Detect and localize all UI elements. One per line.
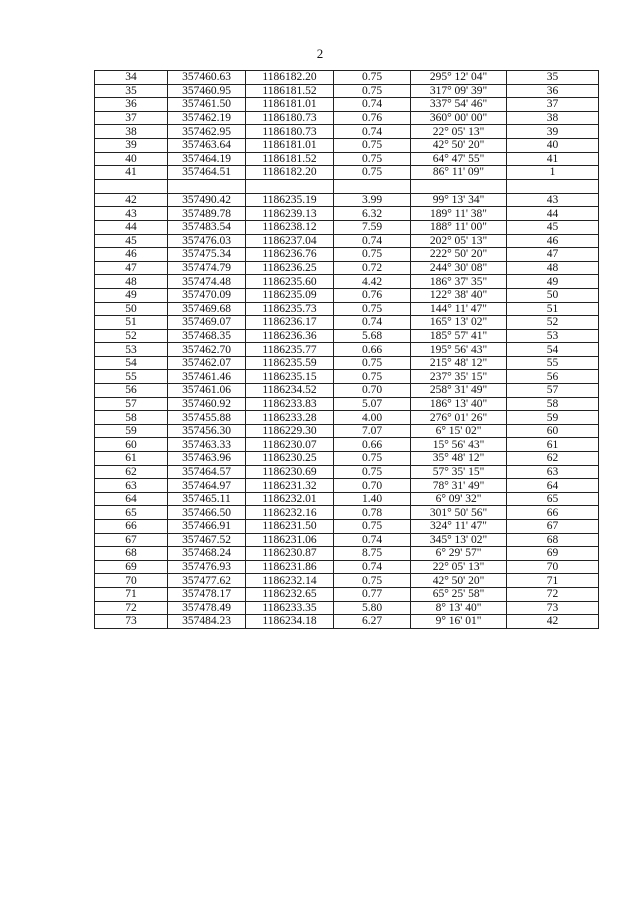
next-point-cell: 1: [507, 166, 599, 180]
table-row: [95, 615, 599, 629]
point-number-cell: 54: [95, 356, 168, 370]
table-row: [95, 329, 599, 343]
y-coordinate-cell: 1186233.83: [246, 397, 334, 411]
bearing-cell: 99° 13' 34": [411, 193, 507, 207]
bearing-cell: 6° 09' 32": [411, 492, 507, 506]
next-point-cell: 42: [507, 615, 599, 629]
bearing-cell: 22° 05' 13": [411, 125, 507, 139]
point-number-cell: 65: [95, 506, 168, 520]
next-point-cell: 37: [507, 98, 599, 112]
x-coordinate-cell: 357476.03: [168, 234, 246, 248]
bearing-cell: 122° 38' 40": [411, 288, 507, 302]
table-row: [95, 411, 599, 425]
table-row: [95, 560, 599, 574]
point-number-cell: 72: [95, 601, 168, 615]
distance-cell: 0.75: [334, 452, 411, 466]
next-point-cell: 36: [507, 84, 599, 98]
y-coordinate-cell: 1186235.59: [246, 356, 334, 370]
distance-cell: 0.75: [334, 152, 411, 166]
point-number-cell: 56: [95, 384, 168, 398]
y-coordinate-cell: 1186231.06: [246, 533, 334, 547]
table-row: [95, 356, 599, 370]
bearing-cell: 144° 11' 47": [411, 302, 507, 316]
next-point-cell: 53: [507, 329, 599, 343]
next-point-cell: 62: [507, 452, 599, 466]
table-row: [95, 316, 599, 330]
distance-cell: 0.66: [334, 343, 411, 357]
point-number-cell: 51: [95, 316, 168, 330]
x-coordinate-cell: 357478.17: [168, 587, 246, 601]
point-number-cell: 39: [95, 138, 168, 152]
x-coordinate-cell: 357484.23: [168, 615, 246, 629]
distance-cell: 0.75: [334, 166, 411, 180]
point-number-cell: 53: [95, 343, 168, 357]
y-coordinate-cell: 1186235.77: [246, 343, 334, 357]
point-number-cell: 43: [95, 207, 168, 221]
point-number-cell: 58: [95, 411, 168, 425]
x-coordinate-cell: 357464.97: [168, 479, 246, 493]
x-coordinate-cell: 357462.07: [168, 356, 246, 370]
next-point-cell: 41: [507, 152, 599, 166]
next-point-cell: 39: [507, 125, 599, 139]
x-coordinate-cell: 357476.93: [168, 560, 246, 574]
y-coordinate-cell: 1186239.13: [246, 207, 334, 221]
x-coordinate-cell: 357461.50: [168, 98, 246, 112]
distance-cell: 0.75: [334, 248, 411, 262]
point-number-cell: 45: [95, 234, 168, 248]
y-coordinate-cell: 1186181.01: [246, 98, 334, 112]
distance-cell: 0.75: [334, 138, 411, 152]
distance-cell: 0.74: [334, 98, 411, 112]
next-point-cell: 61: [507, 438, 599, 452]
distance-cell: 0.74: [334, 533, 411, 547]
y-coordinate-cell: 1186230.07: [246, 438, 334, 452]
table-row: [95, 138, 599, 152]
next-point-cell: 68: [507, 533, 599, 547]
y-coordinate-cell: 1186233.35: [246, 601, 334, 615]
next-point-cell: 47: [507, 248, 599, 262]
distance-cell: 0.77: [334, 587, 411, 601]
bearing-cell: 195° 56' 43": [411, 343, 507, 357]
table-row: [95, 125, 599, 139]
point-number-cell: 41: [95, 166, 168, 180]
x-coordinate-cell: 357466.91: [168, 520, 246, 534]
y-coordinate-cell: 1186235.73: [246, 302, 334, 316]
table-row: [95, 98, 599, 112]
point-number-cell: 59: [95, 424, 168, 438]
next-point-cell: 70: [507, 560, 599, 574]
next-point-cell: 49: [507, 275, 599, 289]
point-number-cell: 36: [95, 98, 168, 112]
distance-cell: 7.59: [334, 220, 411, 234]
bearing-cell: 86° 11' 09": [411, 166, 507, 180]
table-row: [95, 424, 599, 438]
point-number-cell: 35: [95, 84, 168, 98]
bearing-cell: 8° 13' 40": [411, 601, 507, 615]
next-point-cell: 46: [507, 234, 599, 248]
y-coordinate-cell: 1186230.25: [246, 452, 334, 466]
distance-cell: 0.70: [334, 479, 411, 493]
distance-cell: 5.80: [334, 601, 411, 615]
distance-cell: 5.07: [334, 397, 411, 411]
table-row: [95, 547, 599, 561]
point-number-cell: 55: [95, 370, 168, 384]
table-row: [95, 343, 599, 357]
point-number-cell: 47: [95, 261, 168, 275]
bearing-cell: 276° 01' 26": [411, 411, 507, 425]
distance-cell: 0.70: [334, 384, 411, 398]
y-coordinate-cell: 1186181.52: [246, 84, 334, 98]
distance-cell: 0.78: [334, 506, 411, 520]
next-point-cell: 69: [507, 547, 599, 561]
x-coordinate-cell: [168, 179, 246, 193]
table-row: [95, 506, 599, 520]
distance-cell: 0.75: [334, 574, 411, 588]
point-number-cell: [95, 179, 168, 193]
table-row: [95, 248, 599, 262]
next-point-cell: 35: [507, 71, 599, 85]
distance-cell: 0.75: [334, 520, 411, 534]
distance-cell: 0.75: [334, 71, 411, 85]
distance-cell: 0.76: [334, 288, 411, 302]
x-coordinate-cell: 357469.68: [168, 302, 246, 316]
next-point-cell: 54: [507, 343, 599, 357]
bearing-cell: 57° 35' 15": [411, 465, 507, 479]
y-coordinate-cell: 1186232.14: [246, 574, 334, 588]
next-point-cell: 51: [507, 302, 599, 316]
x-coordinate-cell: 357462.95: [168, 125, 246, 139]
next-point-cell: 58: [507, 397, 599, 411]
y-coordinate-cell: [246, 179, 334, 193]
coordinates-table: [94, 70, 599, 629]
next-point-cell: 38: [507, 111, 599, 125]
bearing-cell: 22° 05' 13": [411, 560, 507, 574]
bearing-cell: 186° 13' 40": [411, 397, 507, 411]
next-point-cell: 66: [507, 506, 599, 520]
next-point-cell: 67: [507, 520, 599, 534]
point-number-cell: 42: [95, 193, 168, 207]
distance-cell: 0.76: [334, 111, 411, 125]
table-row: [95, 601, 599, 615]
next-point-cell: 60: [507, 424, 599, 438]
bearing-cell: 165° 13' 02": [411, 316, 507, 330]
y-coordinate-cell: 1186230.69: [246, 465, 334, 479]
bearing-cell: 202° 05' 13": [411, 234, 507, 248]
bearing-cell: 9° 16' 01": [411, 615, 507, 629]
x-coordinate-cell: 357461.46: [168, 370, 246, 384]
next-point-cell: 57: [507, 384, 599, 398]
table-row: [95, 261, 599, 275]
next-point-cell: 65: [507, 492, 599, 506]
y-coordinate-cell: 1186234.52: [246, 384, 334, 398]
point-number-cell: 46: [95, 248, 168, 262]
x-coordinate-cell: 357460.63: [168, 71, 246, 85]
table-row: [95, 370, 599, 384]
next-point-cell: 48: [507, 261, 599, 275]
y-coordinate-cell: 1186182.20: [246, 166, 334, 180]
x-coordinate-cell: 357474.48: [168, 275, 246, 289]
point-number-cell: 71: [95, 587, 168, 601]
bearing-cell: [411, 179, 507, 193]
page-number: 2: [316, 46, 324, 61]
distance-cell: 7.07: [334, 424, 411, 438]
point-number-cell: 38: [95, 125, 168, 139]
point-number-cell: 62: [95, 465, 168, 479]
table-row: [95, 574, 599, 588]
y-coordinate-cell: 1186230.87: [246, 547, 334, 561]
y-coordinate-cell: 1186231.32: [246, 479, 334, 493]
point-number-cell: 34: [95, 71, 168, 85]
x-coordinate-cell: 357462.19: [168, 111, 246, 125]
bearing-cell: 244° 30' 08": [411, 261, 507, 275]
bearing-cell: 301° 50' 56": [411, 506, 507, 520]
next-point-cell: 55: [507, 356, 599, 370]
next-point-cell: 73: [507, 601, 599, 615]
x-coordinate-cell: 357475.34: [168, 248, 246, 262]
point-number-cell: 73: [95, 615, 168, 629]
y-coordinate-cell: 1186232.01: [246, 492, 334, 506]
bearing-cell: 222° 50' 20": [411, 248, 507, 262]
x-coordinate-cell: 357483.54: [168, 220, 246, 234]
y-coordinate-cell: 1186180.73: [246, 125, 334, 139]
bearing-cell: 337° 54' 46": [411, 98, 507, 112]
x-coordinate-cell: 357464.51: [168, 166, 246, 180]
distance-cell: 0.72: [334, 261, 411, 275]
x-coordinate-cell: 357464.19: [168, 152, 246, 166]
distance-cell: 6.32: [334, 207, 411, 221]
x-coordinate-cell: 357460.92: [168, 397, 246, 411]
distance-cell: 0.75: [334, 302, 411, 316]
bearing-cell: 189° 11' 38": [411, 207, 507, 221]
distance-cell: 3.99: [334, 193, 411, 207]
y-coordinate-cell: 1186231.86: [246, 560, 334, 574]
point-number-cell: 57: [95, 397, 168, 411]
table-row: [95, 452, 599, 466]
next-point-cell: 44: [507, 207, 599, 221]
distance-cell: [334, 179, 411, 193]
distance-cell: 8.75: [334, 547, 411, 561]
point-number-cell: 37: [95, 111, 168, 125]
bearing-cell: 6° 15' 02": [411, 424, 507, 438]
next-point-cell: 43: [507, 193, 599, 207]
point-number-cell: 63: [95, 479, 168, 493]
y-coordinate-cell: 1186229.30: [246, 424, 334, 438]
x-coordinate-cell: 357463.64: [168, 138, 246, 152]
bearing-cell: 317° 09' 39": [411, 84, 507, 98]
y-coordinate-cell: 1186181.01: [246, 138, 334, 152]
y-coordinate-cell: 1186232.65: [246, 587, 334, 601]
x-coordinate-cell: 357455.88: [168, 411, 246, 425]
distance-cell: 0.74: [334, 125, 411, 139]
x-coordinate-cell: 357465.11: [168, 492, 246, 506]
point-number-cell: 68: [95, 547, 168, 561]
y-coordinate-cell: 1186231.50: [246, 520, 334, 534]
x-coordinate-cell: 357466.50: [168, 506, 246, 520]
table-row: [95, 193, 599, 207]
point-number-cell: 44: [95, 220, 168, 234]
x-coordinate-cell: 357477.62: [168, 574, 246, 588]
table-row: [95, 479, 599, 493]
distance-cell: 0.74: [334, 234, 411, 248]
table-row: [95, 179, 599, 193]
table-row: [95, 384, 599, 398]
table-row: [95, 288, 599, 302]
y-coordinate-cell: 1186235.60: [246, 275, 334, 289]
next-point-cell: 40: [507, 138, 599, 152]
x-coordinate-cell: 357461.06: [168, 384, 246, 398]
bearing-cell: 345° 13' 02": [411, 533, 507, 547]
bearing-cell: 6° 29' 57": [411, 547, 507, 561]
y-coordinate-cell: 1186233.28: [246, 411, 334, 425]
distance-cell: 5.68: [334, 329, 411, 343]
bearing-cell: 237° 35' 15": [411, 370, 507, 384]
x-coordinate-cell: 357470.09: [168, 288, 246, 302]
point-number-cell: 48: [95, 275, 168, 289]
bearing-cell: 64° 47' 55": [411, 152, 507, 166]
table-row: [95, 397, 599, 411]
table-row: [95, 220, 599, 234]
x-coordinate-cell: 357467.52: [168, 533, 246, 547]
distance-cell: 0.74: [334, 560, 411, 574]
point-number-cell: 40: [95, 152, 168, 166]
table-body: [95, 71, 599, 629]
bearing-cell: 258° 31' 49": [411, 384, 507, 398]
x-coordinate-cell: 357489.78: [168, 207, 246, 221]
table-row: [95, 207, 599, 221]
distance-cell: 0.75: [334, 465, 411, 479]
distance-cell: 1.40: [334, 492, 411, 506]
distance-cell: 0.75: [334, 356, 411, 370]
table-row: [95, 152, 599, 166]
bearing-cell: 188° 11' 00": [411, 220, 507, 234]
x-coordinate-cell: 357468.24: [168, 547, 246, 561]
table-row: [95, 71, 599, 85]
next-point-cell: 56: [507, 370, 599, 384]
bearing-cell: 360° 00' 00": [411, 111, 507, 125]
x-coordinate-cell: 357456.30: [168, 424, 246, 438]
next-point-cell: 59: [507, 411, 599, 425]
bearing-cell: 324° 11' 47": [411, 520, 507, 534]
distance-cell: 0.66: [334, 438, 411, 452]
y-coordinate-cell: 1186235.09: [246, 288, 334, 302]
point-number-cell: 66: [95, 520, 168, 534]
next-point-cell: 71: [507, 574, 599, 588]
point-number-cell: 49: [95, 288, 168, 302]
y-coordinate-cell: 1186236.25: [246, 261, 334, 275]
x-coordinate-cell: 357478.49: [168, 601, 246, 615]
table-row: [95, 84, 599, 98]
y-coordinate-cell: 1186237.04: [246, 234, 334, 248]
bearing-cell: 15° 56' 43": [411, 438, 507, 452]
point-number-cell: 60: [95, 438, 168, 452]
table-row: [95, 492, 599, 506]
next-point-cell: 64: [507, 479, 599, 493]
y-coordinate-cell: 1186236.76: [246, 248, 334, 262]
bearing-cell: 186° 37' 35": [411, 275, 507, 289]
bearing-cell: 65° 25' 58": [411, 587, 507, 601]
distance-cell: 0.75: [334, 370, 411, 384]
x-coordinate-cell: 357464.57: [168, 465, 246, 479]
x-coordinate-cell: 357490.42: [168, 193, 246, 207]
x-coordinate-cell: 357469.07: [168, 316, 246, 330]
next-point-cell: 52: [507, 316, 599, 330]
bearing-cell: 215° 48' 12": [411, 356, 507, 370]
table-row: [95, 275, 599, 289]
bearing-cell: 35° 48' 12": [411, 452, 507, 466]
bearing-cell: 295° 12' 04": [411, 71, 507, 85]
y-coordinate-cell: 1186182.20: [246, 71, 334, 85]
y-coordinate-cell: 1186238.12: [246, 220, 334, 234]
point-number-cell: 52: [95, 329, 168, 343]
next-point-cell: 72: [507, 587, 599, 601]
table-row: [95, 465, 599, 479]
bearing-cell: 42° 50' 20": [411, 138, 507, 152]
point-number-cell: 70: [95, 574, 168, 588]
table-row: [95, 438, 599, 452]
x-coordinate-cell: 357463.33: [168, 438, 246, 452]
distance-cell: 0.75: [334, 84, 411, 98]
distance-cell: 4.00: [334, 411, 411, 425]
y-coordinate-cell: 1186181.52: [246, 152, 334, 166]
y-coordinate-cell: 1186235.15: [246, 370, 334, 384]
table-row: [95, 533, 599, 547]
y-coordinate-cell: 1186180.73: [246, 111, 334, 125]
table-row: [95, 520, 599, 534]
table-row: [95, 587, 599, 601]
distance-cell: 4.42: [334, 275, 411, 289]
point-number-cell: 67: [95, 533, 168, 547]
bearing-cell: 185° 57' 41": [411, 329, 507, 343]
table-row: [95, 166, 599, 180]
table-row: [95, 302, 599, 316]
bearing-cell: 42° 50' 20": [411, 574, 507, 588]
next-point-cell: 45: [507, 220, 599, 234]
x-coordinate-cell: 357460.95: [168, 84, 246, 98]
distance-cell: 6.27: [334, 615, 411, 629]
y-coordinate-cell: 1186236.17: [246, 316, 334, 330]
y-coordinate-cell: 1186235.19: [246, 193, 334, 207]
x-coordinate-cell: 357474.79: [168, 261, 246, 275]
point-number-cell: 50: [95, 302, 168, 316]
x-coordinate-cell: 357463.96: [168, 452, 246, 466]
point-number-cell: 64: [95, 492, 168, 506]
bearing-cell: 78° 31' 49": [411, 479, 507, 493]
y-coordinate-cell: 1186236.36: [246, 329, 334, 343]
next-point-cell: 50: [507, 288, 599, 302]
point-number-cell: 61: [95, 452, 168, 466]
next-point-cell: 63: [507, 465, 599, 479]
next-point-cell: [507, 179, 599, 193]
x-coordinate-cell: 357468.35: [168, 329, 246, 343]
y-coordinate-cell: 1186232.16: [246, 506, 334, 520]
y-coordinate-cell: 1186234.18: [246, 615, 334, 629]
x-coordinate-cell: 357462.70: [168, 343, 246, 357]
table-row: [95, 234, 599, 248]
table-row: [95, 111, 599, 125]
point-number-cell: 69: [95, 560, 168, 574]
distance-cell: 0.74: [334, 316, 411, 330]
